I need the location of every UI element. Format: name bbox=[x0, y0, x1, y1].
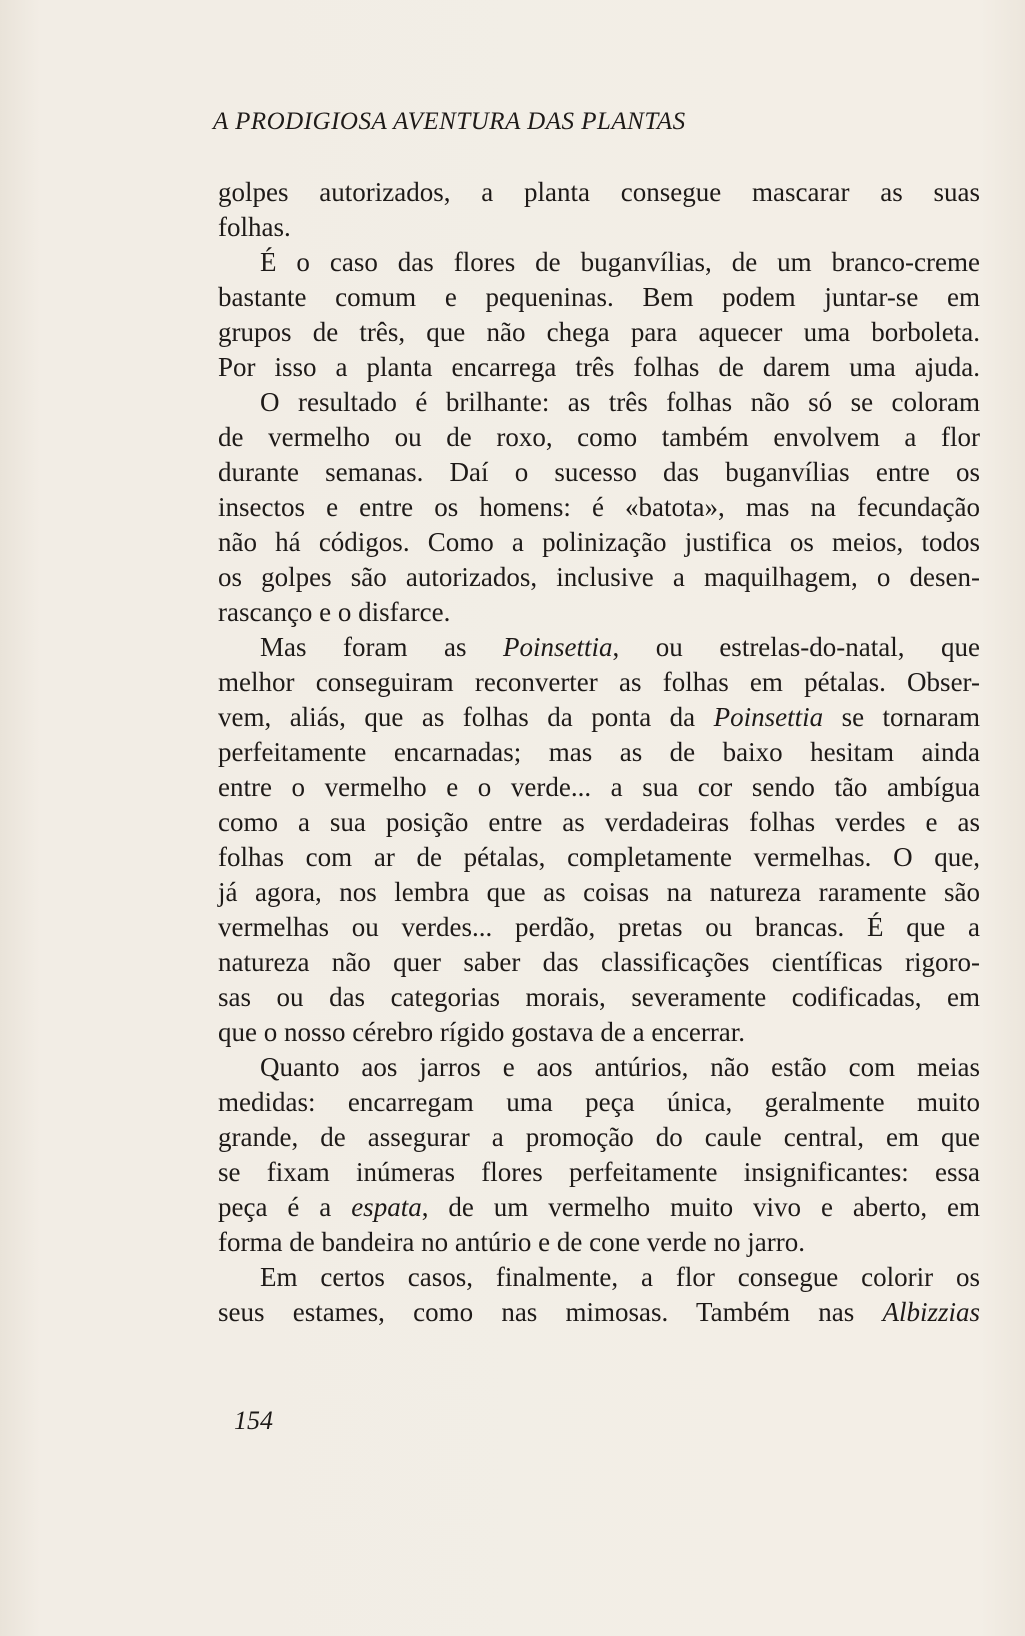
text-line bbox=[260, 245, 980, 279]
text-line bbox=[218, 1155, 980, 1189]
line-segment: seus estames, como nas mimosas. Também nas bbox=[218, 1297, 883, 1327]
line-segment: forma de bandeira no antúrio e de cone verde no jarro. bbox=[218, 1227, 805, 1257]
line-segment: Mas foram as bbox=[260, 632, 504, 662]
text-line bbox=[218, 525, 980, 559]
text-line bbox=[218, 315, 980, 349]
line-segment: Em certos casos, finalmente, a flor consegue colorir os bbox=[260, 1262, 980, 1292]
line-segment: natureza não quer saber das classificações científicas rigoro- bbox=[218, 947, 980, 977]
running-head: A PRODIGIOSA AVENTURA DAS PLANTAS bbox=[213, 108, 686, 135]
italic-term: Albizzias bbox=[882, 1297, 980, 1327]
line-segment: insectos e entre os homens: é «batota», mas na fecundação bbox=[218, 492, 980, 522]
line-segment: grande, de assegurar a promoção do caule central, em que bbox=[218, 1122, 980, 1152]
text-line bbox=[218, 875, 980, 909]
line-segment: , de um vermelho muito vivo e aberto, em bbox=[421, 1192, 980, 1222]
text-line bbox=[260, 630, 980, 664]
text-line bbox=[218, 280, 980, 314]
text-line bbox=[218, 490, 980, 524]
line-segment: medidas: encarregam uma peça única, geralmente muito bbox=[218, 1087, 980, 1117]
text-line bbox=[218, 1295, 980, 1329]
text-line bbox=[218, 1225, 980, 1259]
page-number: 154 bbox=[234, 1406, 273, 1435]
line-segment: durante semanas. Daí o sucesso das buganvílias entre os bbox=[218, 457, 980, 487]
text-line bbox=[218, 735, 980, 769]
line-segment: já agora, nos lembra que as coisas na natureza raramente são bbox=[218, 877, 980, 907]
line-segment: vem, aliás, que as folhas da ponta da bbox=[218, 702, 714, 732]
line-segment: Por isso a planta encarrega três folhas de darem uma ajuda. bbox=[218, 352, 980, 382]
text-line bbox=[218, 840, 980, 874]
line-segment: Quanto aos jarros e aos antúrios, não estão com meias bbox=[260, 1052, 980, 1082]
line-segment: É o caso das flores de buganvílias, de um branco-creme bbox=[260, 247, 980, 277]
text-line bbox=[260, 1260, 980, 1294]
text-line bbox=[218, 805, 980, 839]
text-line bbox=[218, 455, 980, 489]
line-segment: se fixam inúmeras flores perfeitamente insignificantes: essa bbox=[218, 1157, 980, 1187]
text-line bbox=[218, 665, 980, 699]
text-line bbox=[218, 945, 980, 979]
text-line bbox=[218, 210, 980, 244]
text-line bbox=[260, 1050, 980, 1084]
text-line bbox=[218, 1190, 980, 1224]
text-line bbox=[218, 350, 980, 384]
text-line bbox=[218, 1015, 980, 1049]
line-segment: rascanço e o disfarce. bbox=[218, 597, 451, 627]
line-segment: folhas. bbox=[218, 212, 291, 242]
line-segment: perfeitamente encarnadas; mas as de baixo hesitam ainda bbox=[218, 737, 980, 767]
line-segment: sas ou das categorias morais, severamente codificadas, em bbox=[218, 982, 980, 1012]
text-line bbox=[218, 770, 980, 804]
line-segment: os golpes são autorizados, inclusive a maquilhagem, o desen- bbox=[218, 562, 980, 592]
line-segment: golpes autorizados, a planta consegue mascarar as suas bbox=[218, 177, 980, 207]
line-segment: folhas com ar de pétalas, completamente vermelhas. O que, bbox=[218, 842, 980, 872]
line-segment: de vermelho ou de roxo, como também envolvem a flor bbox=[218, 422, 980, 452]
text-line bbox=[218, 175, 980, 209]
italic-term: Poinsettia bbox=[713, 702, 824, 732]
text-line bbox=[218, 910, 980, 944]
line-segment: grupos de três, que não chega para aquecer uma borboleta. bbox=[218, 317, 980, 347]
text-line bbox=[218, 420, 980, 454]
text-line bbox=[218, 1085, 980, 1119]
text-line bbox=[218, 560, 980, 594]
line-segment: se tornaram bbox=[823, 702, 980, 732]
italic-term: Poinsettia bbox=[503, 632, 613, 662]
line-segment: vermelhas ou verdes... perdão, pretas ou brancas. É que a bbox=[218, 912, 980, 942]
line-segment: bastante comum e pequeninas. Bem podem juntar-se em bbox=[218, 282, 980, 312]
line-segment: melhor conseguiram reconverter as folhas em pétalas. Obser- bbox=[218, 667, 980, 697]
line-segment: , ou estrelas-do-natal, que bbox=[612, 632, 980, 662]
text-line bbox=[260, 385, 980, 419]
line-segment: O resultado é brilhante: as três folhas não só se coloram bbox=[260, 387, 980, 417]
line-segment: como a sua posição entre as verdadeiras folhas verdes e as bbox=[218, 807, 980, 837]
text-line bbox=[218, 595, 980, 629]
line-segment: não há códigos. Como a polinização justifica os meios, todos bbox=[218, 527, 980, 557]
text-line bbox=[218, 700, 980, 734]
text-line bbox=[218, 980, 980, 1014]
line-segment: peça é a bbox=[218, 1192, 352, 1222]
line-segment: que o nosso cérebro rígido gostava de a encerrar. bbox=[218, 1017, 746, 1047]
text-line bbox=[218, 1120, 980, 1154]
line-segment: entre o vermelho e o verde... a sua cor sendo tão ambígua bbox=[218, 772, 980, 802]
italic-term: espata bbox=[351, 1192, 422, 1222]
